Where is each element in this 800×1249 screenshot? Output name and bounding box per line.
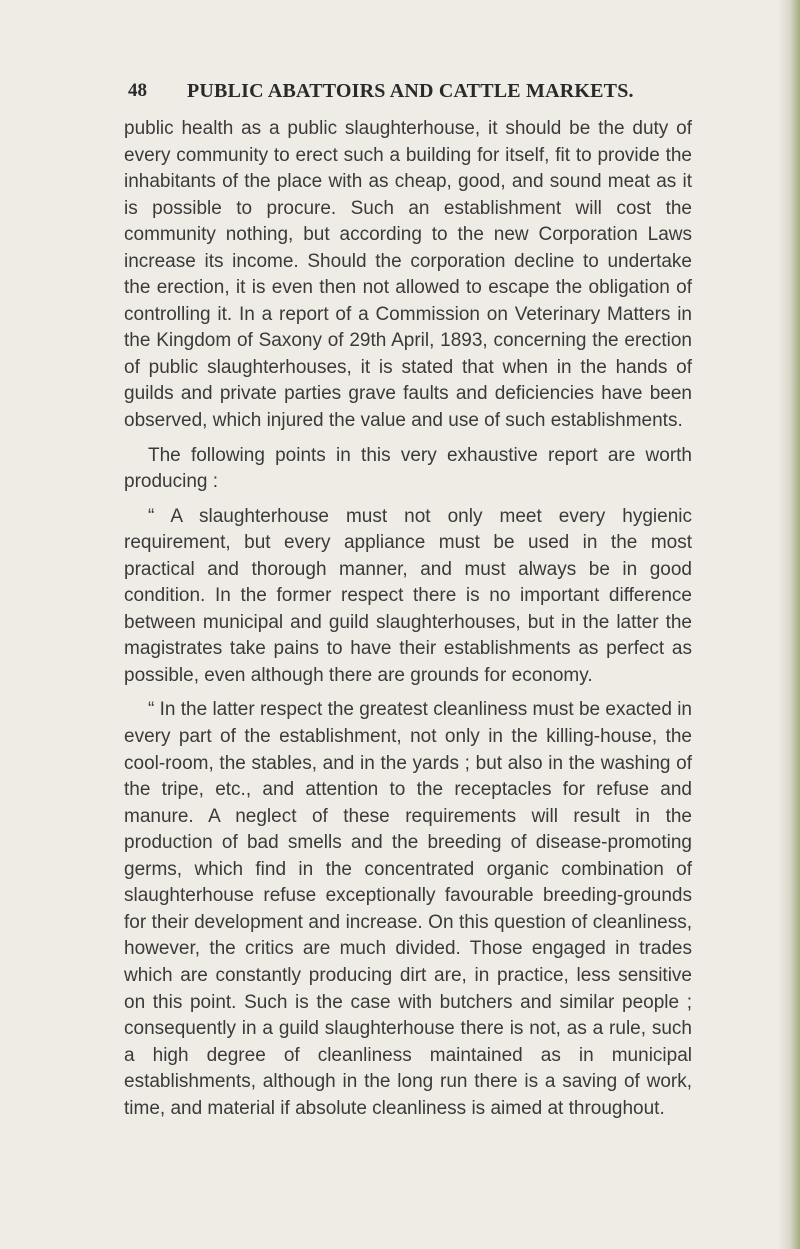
paragraph-4-quote: “ In the latter respect the greatest cleanliness must be exacted in every part of the establishment, not only in the killing-house, the cool-room, the stables, and in the yards ; but also in the washing of the tripe, etc., and attention to the receptacles for refuse and manure. A neglect of these requirements will result in the production of bad smells and the breeding of disease-promoting germs, which find in the concentrated organic combination of slaughterhouse refuse exceptionally favourable breeding-grounds for their development and increase. On this question of cleanliness, however, the critics are much divided. Those engaged in trades which are constantly producing dirt are, in practice, less sensitive on this point. Such is the case with butchers and similar people ; consequently in a guild slaughterhouse there is not, as a rule, such a high degree of cleanliness maintained as in municipal establishments, although in the long run there is a saving of work, time, and material if absolute cleanliness is aimed at throughout.	[124, 699, 692, 1119]
page-number: 48	[128, 80, 147, 101]
paragraph-3-quote: “ A slaughterhouse must not only meet every hygienic requirement, but every appliance must be used in the most practical and thorough manner, and must always be in good condition. In the former respect there is no important difference between municipal and guild slaughterhouses, but in the latter the magistrates take pains to have their establishments as perfect as possible, even although there are grounds for economy.	[124, 505, 692, 686]
page-edge-shadow	[778, 0, 800, 1249]
paragraph-1: public health as a public slaughterhouse, it should be the duty of every community to erect such a building for itself, fit to provide the inhabitants of the place with as cheap, good, and sound meat as it is possible to procure. Such an establishment will cost the community nothing, but according to the new Corporation Laws increase its income. Should the corporation decline to undertake the erection, it is even then not allowed to escape the obligation of controlling it. In a report of a Commission on Veterinary Matters in the Kingdom of Saxony of 29th April, 1893, concerning the erection of public slaughterhouses, it is stated that when in the hands of guilds and private parties grave faults and deficiencies have been observed, which injured the value and use of such establishments.	[124, 118, 692, 432]
body-text	[124, 116, 692, 1130]
running-head: PUBLIC ABATTOIRS AND CATTLE MARKETS.	[187, 80, 634, 102]
paragraph-2: The following points in this very exhaustive report are worth producing :	[124, 444, 692, 493]
